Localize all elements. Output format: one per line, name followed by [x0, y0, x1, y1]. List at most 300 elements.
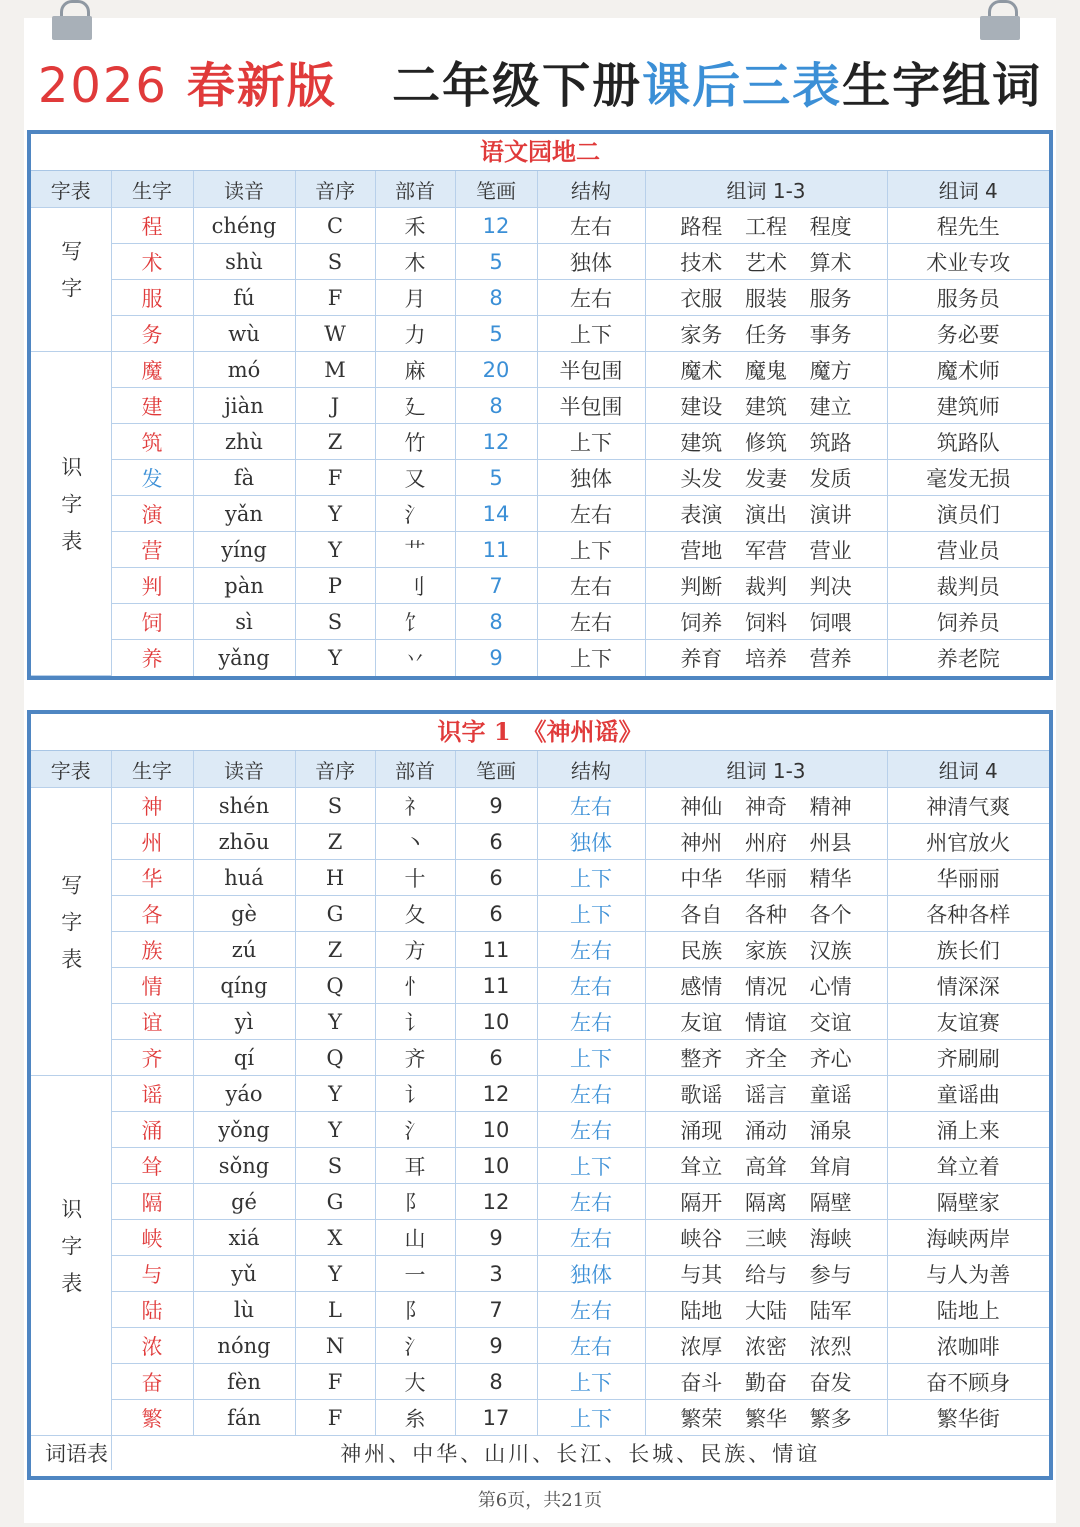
word4-cell: 饲养员	[887, 604, 1049, 640]
strokes-cell: 3	[455, 1256, 537, 1292]
words-cell: 判断 裁判 判决	[645, 568, 887, 604]
group-label-cell	[31, 352, 111, 676]
pinyin-cell: shù	[193, 244, 295, 280]
structure-cell: 左右	[537, 1292, 645, 1328]
table-row	[31, 280, 1049, 316]
character-cell: 涌	[111, 1112, 193, 1148]
table-row	[31, 1328, 1049, 1364]
word4-cell: 建筑师	[887, 388, 1049, 424]
words-cell: 技术 艺术 算术	[645, 244, 887, 280]
table-row	[31, 1220, 1049, 1256]
page-footer: 第6页，共21页	[477, 1490, 603, 1511]
words-cell: 建筑 修筑 筑路	[645, 424, 887, 460]
table-row	[31, 316, 1049, 352]
strokes-cell: 9	[455, 1328, 537, 1364]
word4-cell: 筑路队	[887, 424, 1049, 460]
radical-cell: 山	[375, 1220, 455, 1256]
group-label-cell	[31, 788, 111, 1076]
strokes-cell: 10	[455, 1112, 537, 1148]
words-cell: 建设 建筑 建立	[645, 388, 887, 424]
initial-cell: Y	[295, 1076, 375, 1112]
table-row	[31, 1256, 1049, 1292]
column-header: 部首	[375, 171, 455, 208]
strokes-cell: 5	[455, 316, 537, 352]
character-cell: 州	[111, 824, 193, 860]
structure-cell: 上下	[537, 1364, 645, 1400]
words-cell: 耸立 高耸 耸肩	[645, 1148, 887, 1184]
word4-cell: 务必要	[887, 316, 1049, 352]
pinyin-cell: qíng	[193, 968, 295, 1004]
word4-cell: 程先生	[887, 208, 1049, 244]
radical-cell: 氵	[375, 1328, 455, 1364]
structure-cell: 左右	[537, 1184, 645, 1220]
column-header: 读音	[193, 751, 295, 788]
character-cell: 筑	[111, 424, 193, 460]
structure-cell: 左右	[537, 1220, 645, 1256]
strokes-cell: 7	[455, 1292, 537, 1328]
initial-cell: S	[295, 604, 375, 640]
character-cell: 族	[111, 932, 193, 968]
radical-cell: 丶	[375, 824, 455, 860]
words-cell: 衣服 服装 服务	[645, 280, 887, 316]
pinyin-cell: qí	[193, 1040, 295, 1076]
structure-cell: 左右	[537, 1004, 645, 1040]
initial-cell: Y	[295, 532, 375, 568]
structure-cell: 左右	[537, 496, 645, 532]
radical-cell: 礻	[375, 788, 455, 824]
vocab-words: 神州、中华、山川、长江、长城、民族、情谊	[340, 1441, 821, 1466]
title-suffix: 生字组词	[842, 58, 1043, 114]
words-cell: 歌谣 谣言 童谣	[645, 1076, 887, 1112]
structure-cell: 左右	[537, 604, 645, 640]
word4-cell: 族长们	[887, 932, 1049, 968]
pinyin-cell: wù	[193, 316, 295, 352]
character-cell: 务	[111, 316, 193, 352]
character-table	[31, 751, 1049, 1470]
initial-cell: Q	[295, 968, 375, 1004]
words-cell: 整齐 齐全 齐心	[645, 1040, 887, 1076]
pinyin-cell: fà	[193, 460, 295, 496]
character-cell: 齐	[111, 1040, 193, 1076]
pinyin-cell: sì	[193, 604, 295, 640]
structure-cell: 左右	[537, 208, 645, 244]
radical-cell: 讠	[375, 1004, 455, 1040]
character-cell: 谊	[111, 1004, 193, 1040]
words-cell: 陆地 大陆 陆军	[645, 1292, 887, 1328]
word4-cell: 海峡两岸	[887, 1220, 1049, 1256]
structure-cell: 上下	[537, 640, 645, 676]
table-row	[31, 640, 1049, 676]
column-header: 字表	[31, 171, 111, 208]
strokes-cell: 12	[455, 424, 537, 460]
word4-cell: 齐刷刷	[887, 1040, 1049, 1076]
words-cell: 民族 家族 汉族	[645, 932, 887, 968]
character-cell: 程	[111, 208, 193, 244]
strokes-cell: 6	[455, 824, 537, 860]
table-row	[31, 788, 1049, 824]
radical-cell: 木	[375, 244, 455, 280]
structure-cell: 左右	[537, 1076, 645, 1112]
radical-cell: 艹	[375, 532, 455, 568]
radical-cell: 月	[375, 280, 455, 316]
pinyin-cell: gè	[193, 896, 295, 932]
structure-cell: 左右	[537, 1328, 645, 1364]
table-row	[31, 1364, 1049, 1400]
initial-cell: F	[295, 1400, 375, 1436]
structure-cell: 上下	[537, 896, 645, 932]
group-label: 识字表	[58, 455, 83, 567]
character-cell: 判	[111, 568, 193, 604]
column-header: 笔画	[455, 751, 537, 788]
pinyin-cell: yíng	[193, 532, 295, 568]
words-cell: 营地 军营 营业	[645, 532, 887, 568]
initial-cell: M	[295, 352, 375, 388]
word4-cell: 童谣曲	[887, 1076, 1049, 1112]
character-cell: 情	[111, 968, 193, 1004]
pinyin-cell: gé	[193, 1184, 295, 1220]
structure-cell: 上下	[537, 1400, 645, 1436]
words-cell: 涌现 涌动 涌泉	[645, 1112, 887, 1148]
column-header: 组词 1-3	[645, 751, 887, 788]
table-row	[31, 1400, 1049, 1436]
table-row	[31, 532, 1049, 568]
radical-cell: 丷	[375, 640, 455, 676]
radical-cell: 力	[375, 316, 455, 352]
initial-cell: H	[295, 860, 375, 896]
structure-cell: 左右	[537, 1112, 645, 1148]
initial-cell: Y	[295, 1256, 375, 1292]
radical-cell: 氵	[375, 1112, 455, 1148]
initial-cell: X	[295, 1220, 375, 1256]
column-header: 生字	[111, 751, 193, 788]
character-cell: 各	[111, 896, 193, 932]
strokes-cell: 6	[455, 1040, 537, 1076]
page-title	[0, 36, 1080, 136]
word4-cell: 营业员	[887, 532, 1049, 568]
character-cell: 谣	[111, 1076, 193, 1112]
initial-cell: Y	[295, 640, 375, 676]
radical-cell: 一	[375, 1256, 455, 1292]
word4-cell: 华丽丽	[887, 860, 1049, 896]
word4-cell: 养老院	[936, 646, 1000, 671]
radical-cell: 讠	[375, 1076, 455, 1112]
table-row	[31, 424, 1049, 460]
structure-cell: 独体	[537, 460, 645, 496]
words-cell: 浓厚 浓密 浓烈	[645, 1328, 887, 1364]
initial-cell: F	[295, 1364, 375, 1400]
table-row	[31, 932, 1049, 968]
group-label-cell	[31, 208, 111, 352]
title-year: 2026	[37, 58, 168, 114]
character-cell: 术	[111, 244, 193, 280]
words-cell: 峡谷 三峡 海峡	[645, 1220, 887, 1256]
strokes-cell: 5	[455, 244, 537, 280]
character-cell: 隔	[111, 1184, 193, 1220]
title-grade: 二年级下册	[392, 58, 643, 114]
vocab-row	[31, 1436, 1049, 1470]
words-cell: 友谊 情谊 交谊	[645, 1004, 887, 1040]
strokes-cell: 20	[455, 352, 537, 388]
pinyin-cell: zhōu	[193, 824, 295, 860]
character-cell: 养	[111, 640, 193, 676]
column-header: 生字	[111, 171, 193, 208]
pinyin-cell: fèn	[193, 1364, 295, 1400]
table-row	[31, 1076, 1049, 1112]
word4-cell: 情深深	[887, 968, 1049, 1004]
character-cell: 发	[111, 460, 193, 496]
word4-cell: 陆地上	[887, 1292, 1049, 1328]
structure-cell: 上下	[537, 424, 645, 460]
character-cell: 耸	[111, 1148, 193, 1184]
initial-cell: F	[295, 280, 375, 316]
structure-cell: 左右	[537, 280, 645, 316]
strokes-cell: 14	[455, 496, 537, 532]
initial-cell: S	[295, 1148, 375, 1184]
pinyin-cell: zú	[193, 932, 295, 968]
structure-cell: 上下	[537, 532, 645, 568]
group-label-cell	[31, 1076, 111, 1436]
character-cell: 繁	[111, 1400, 193, 1436]
words-cell: 繁荣 繁华 繁多	[645, 1400, 887, 1436]
pinyin-cell: yǒng	[193, 1112, 295, 1148]
pinyin-cell: yǎn	[193, 496, 295, 532]
initial-cell: S	[295, 244, 375, 280]
words-cell: 魔术 魔鬼 魔方	[645, 352, 887, 388]
strokes-cell: 8	[455, 388, 537, 424]
column-header: 结构	[537, 751, 645, 788]
radical-cell: 方	[375, 932, 455, 968]
strokes-cell: 5	[455, 460, 537, 496]
character-cell: 华	[111, 860, 193, 896]
pinyin-cell: fú	[193, 280, 295, 316]
column-header: 组词 4	[887, 751, 1049, 788]
word4-cell: 浓咖啡	[887, 1328, 1049, 1364]
pinyin-cell: shén	[193, 788, 295, 824]
table-header-row	[31, 751, 1049, 788]
strokes-cell: 7	[455, 568, 537, 604]
initial-cell: W	[295, 316, 375, 352]
character-cell: 与	[111, 1256, 193, 1292]
words-cell: 神仙 神奇 精神	[645, 788, 887, 824]
word4-cell: 友谊赛	[887, 1004, 1049, 1040]
table-row	[31, 968, 1049, 1004]
table-row	[31, 860, 1049, 896]
vocab-label: 词语表	[31, 1436, 111, 1470]
radical-cell: 十	[375, 860, 455, 896]
strokes-cell: 10	[455, 1004, 537, 1040]
column-header: 字表	[31, 751, 111, 788]
initial-cell: Y	[295, 1004, 375, 1040]
initial-cell: Z	[295, 824, 375, 860]
words-cell: 头发 发妻 发质	[645, 460, 887, 496]
group-label: 识字表	[58, 1197, 83, 1309]
word4-cell: 术业专攻	[887, 244, 1049, 280]
words-cell: 养育 培养 营养	[645, 640, 887, 676]
table-row	[31, 1040, 1049, 1076]
pinyin-cell: fán	[193, 1400, 295, 1436]
pinyin-cell: jiàn	[193, 388, 295, 424]
radical-cell: 又	[375, 460, 455, 496]
pinyin-cell: yǎng	[193, 640, 295, 676]
initial-cell: Y	[295, 496, 375, 532]
radical-cell: 忄	[375, 968, 455, 1004]
structure-cell: 上下	[537, 1148, 645, 1184]
word4-cell: 州官放火	[887, 824, 1049, 860]
strokes-cell: 9	[455, 1220, 537, 1256]
strokes-cell: 11	[455, 968, 537, 1004]
radical-cell: 饣	[375, 604, 455, 640]
group-label: 写字表	[58, 873, 83, 985]
pinyin-cell: nóng	[193, 1328, 295, 1364]
table-row	[31, 208, 1049, 244]
table-row	[31, 824, 1049, 860]
column-header: 音序	[295, 751, 375, 788]
structure-cell: 半包围	[537, 388, 645, 424]
structure-cell: 左右	[537, 788, 645, 824]
pinyin-cell: yáo	[193, 1076, 295, 1112]
word4-cell: 裁判员	[887, 568, 1049, 604]
word4-cell: 演员们	[887, 496, 1049, 532]
pinyin-cell: mó	[193, 352, 295, 388]
structure-cell: 左右	[537, 568, 645, 604]
initial-cell: Q	[295, 1040, 375, 1076]
words-cell: 奋斗 勤奋 奋发	[645, 1364, 887, 1400]
radical-cell: 禾	[375, 208, 455, 244]
table-row	[31, 568, 1049, 604]
radical-cell: 刂	[375, 568, 455, 604]
structure-cell: 上下	[537, 1040, 645, 1076]
section-caption: 语文园地二	[31, 134, 1049, 171]
character-cell: 演	[111, 496, 193, 532]
strokes-cell: 12	[455, 1076, 537, 1112]
structure-cell: 独体	[537, 244, 645, 280]
pinyin-cell: lù	[193, 1292, 295, 1328]
strokes-cell: 12	[455, 208, 537, 244]
character-cell: 建	[111, 388, 193, 424]
structure-cell: 左右	[537, 932, 645, 968]
structure-cell: 半包围	[537, 352, 645, 388]
character-cell: 峡	[111, 1220, 193, 1256]
radical-cell: 耳	[375, 1148, 455, 1184]
pinyin-cell: yì	[193, 1004, 295, 1040]
structure-cell: 上下	[537, 316, 645, 352]
word4-cell: 与人为善	[887, 1256, 1049, 1292]
pinyin-cell: chéng	[193, 208, 295, 244]
radical-cell: 糸	[375, 1400, 455, 1436]
character-cell: 服	[111, 280, 193, 316]
column-header: 音序	[295, 171, 375, 208]
strokes-cell: 12	[455, 1184, 537, 1220]
radical-cell: 麻	[375, 352, 455, 388]
table-row	[31, 1184, 1049, 1220]
section-caption: 识字 1 《神州谣》	[31, 714, 1049, 751]
strokes-cell: 9	[455, 788, 537, 824]
column-header: 组词 4	[887, 171, 1049, 208]
column-header: 读音	[193, 171, 295, 208]
radical-cell: 廴	[375, 388, 455, 424]
table-row	[31, 896, 1049, 932]
word4-cell: 耸立着	[887, 1148, 1049, 1184]
section-shizi-1	[27, 710, 1053, 1480]
character-cell: 神	[111, 788, 193, 824]
table-row	[31, 1004, 1049, 1040]
pinyin-cell: xiá	[193, 1220, 295, 1256]
initial-cell: G	[295, 1184, 375, 1220]
character-cell: 营	[111, 532, 193, 568]
words-cell: 路程 工程 程度	[645, 208, 887, 244]
initial-cell: Z	[295, 932, 375, 968]
column-header: 结构	[537, 171, 645, 208]
word4-cell: 繁华街	[887, 1400, 1049, 1436]
words-cell: 神州 州府 州县	[645, 824, 887, 860]
table-row	[31, 1292, 1049, 1328]
initial-cell: J	[295, 388, 375, 424]
table-row	[31, 604, 1049, 640]
word4-cell: 各种各样	[887, 896, 1049, 932]
pinyin-cell: yǔ	[193, 1256, 295, 1292]
character-cell: 魔	[111, 352, 193, 388]
radical-cell: 阝	[375, 1184, 455, 1220]
character-cell: 奋	[111, 1364, 193, 1400]
pinyin-cell: zhù	[193, 424, 295, 460]
words-cell: 隔开 隔离 隔壁	[645, 1184, 887, 1220]
pinyin-cell: pàn	[193, 568, 295, 604]
initial-cell: G	[295, 896, 375, 932]
initial-cell: P	[295, 568, 375, 604]
pinyin-cell: huá	[193, 860, 295, 896]
strokes-cell: 8	[455, 280, 537, 316]
section-yuwen-yuandi-2	[27, 130, 1053, 680]
table-row	[31, 1148, 1049, 1184]
character-cell: 陆	[111, 1292, 193, 1328]
strokes-cell: 6	[455, 896, 537, 932]
radical-cell: 阝	[375, 1292, 455, 1328]
strokes-cell: 8	[455, 604, 537, 640]
words-cell: 各自 各种 各个	[645, 896, 887, 932]
table-row	[31, 460, 1049, 496]
strokes-cell: 11	[455, 532, 537, 568]
word4-cell: 服务员	[887, 280, 1049, 316]
words-cell: 与其 给与 参与	[645, 1256, 887, 1292]
table-row	[31, 244, 1049, 280]
radical-cell: 氵	[375, 496, 455, 532]
initial-cell: Z	[295, 424, 375, 460]
strokes-cell: 11	[455, 932, 537, 968]
strokes-cell: 9	[455, 640, 537, 676]
character-cell: 饲	[111, 604, 193, 640]
words-cell: 中华 华丽 精华	[645, 860, 887, 896]
table-row	[31, 388, 1049, 424]
radical-cell: 大	[375, 1364, 455, 1400]
radical-cell: 夂	[375, 896, 455, 932]
radical-cell: 竹	[375, 424, 455, 460]
strokes-cell: 6	[455, 860, 537, 896]
initial-cell: C	[295, 208, 375, 244]
structure-cell: 左右	[537, 968, 645, 1004]
group-label: 写字	[58, 240, 83, 314]
words-cell: 家务 任务 事务	[645, 316, 887, 352]
structure-cell: 独体	[537, 1256, 645, 1292]
word4-cell: 毫发无损	[887, 460, 1049, 496]
words-cell: 饲养 饲料 饲喂	[645, 604, 887, 640]
title-highlight: 课后三表	[642, 58, 843, 114]
structure-cell: 独体	[537, 824, 645, 860]
word4-cell: 神清气爽	[887, 788, 1049, 824]
table-row	[31, 352, 1049, 388]
strokes-cell: 8	[455, 1364, 537, 1400]
radical-cell: 齐	[375, 1040, 455, 1076]
character-cell: 浓	[111, 1328, 193, 1364]
